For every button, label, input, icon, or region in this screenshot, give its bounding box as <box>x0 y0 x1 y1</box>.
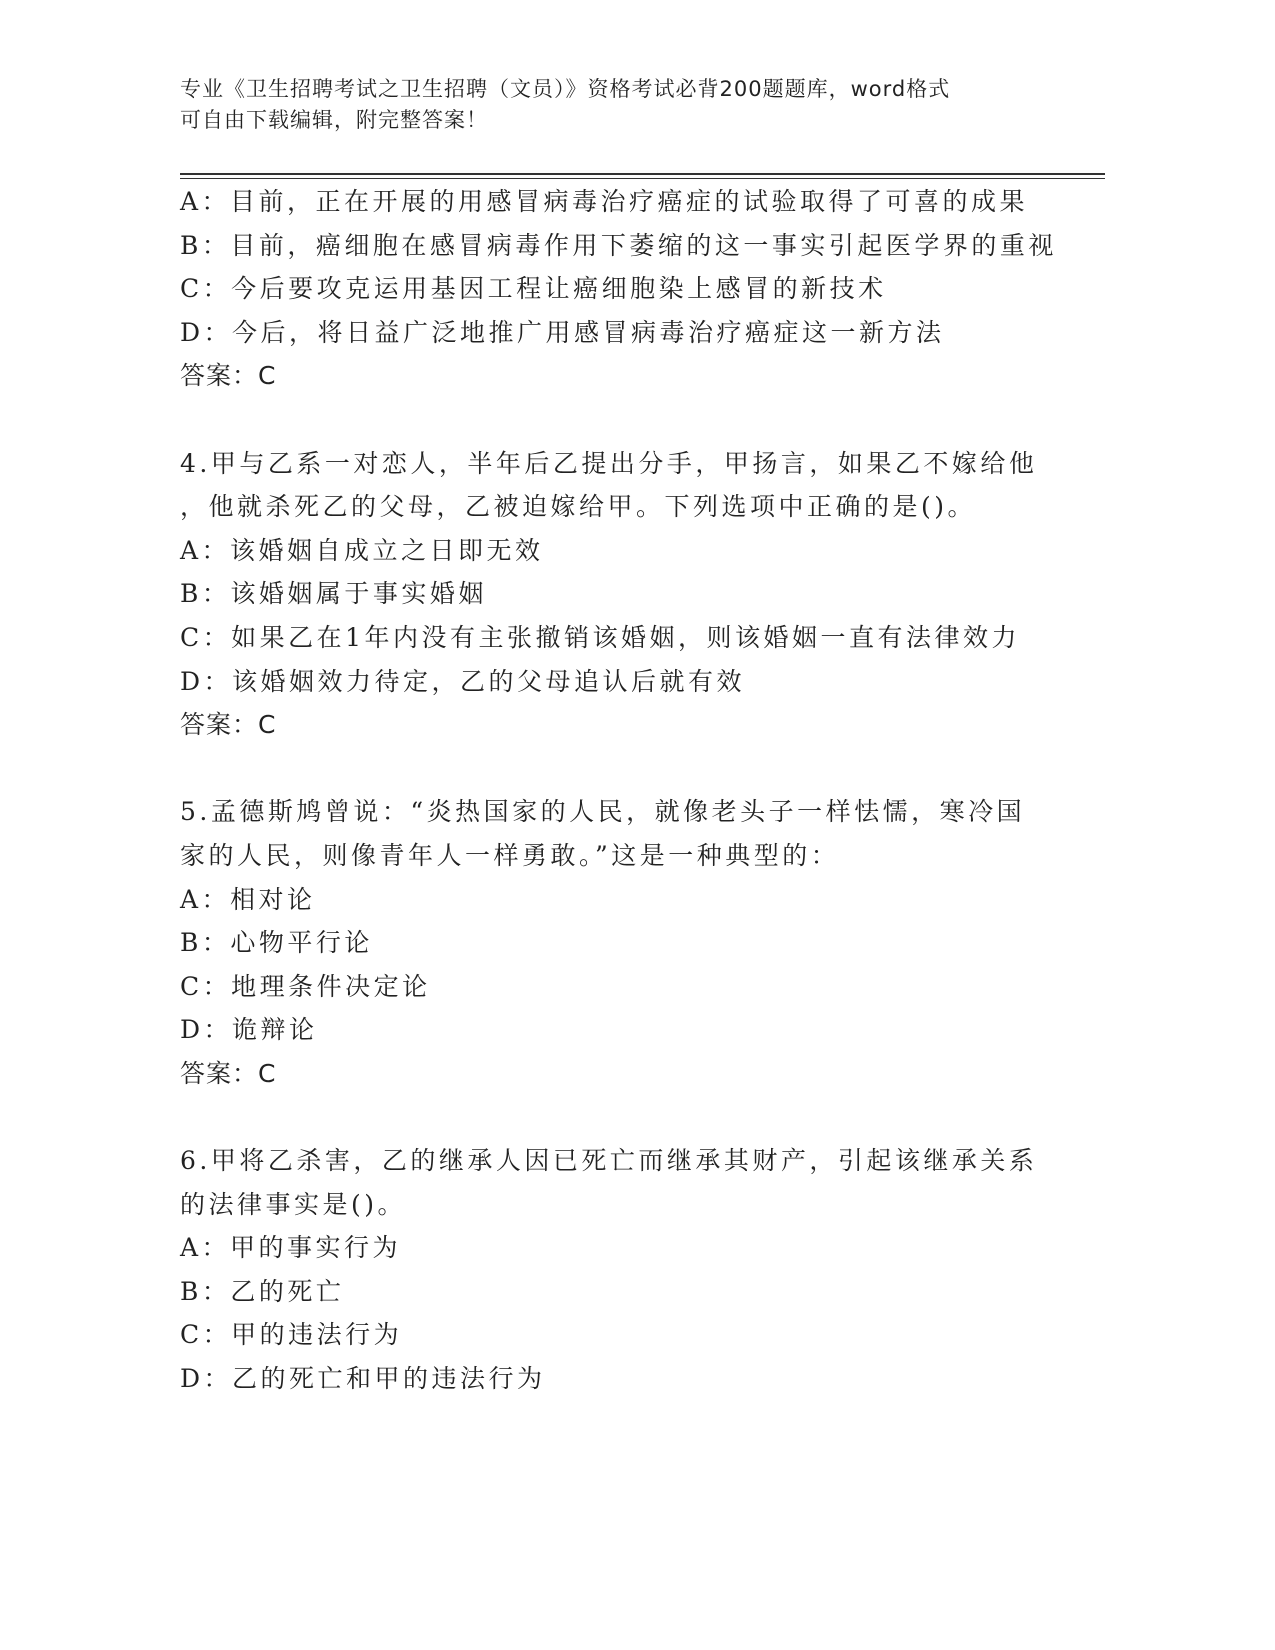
option-d: D：今后，将日益广泛地推广用感冒病毒治疗癌症这一新方法 <box>180 317 945 347</box>
option-b: B：乙的死亡 <box>180 1276 345 1306</box>
header-rule-thick <box>180 173 1105 175</box>
question-4 <box>180 442 1080 747</box>
option-b: B：心物平行论 <box>180 928 373 958</box>
answer-line: 答案：C <box>180 710 277 740</box>
question-5 <box>180 790 1080 1095</box>
header-rule-thin <box>180 178 1105 179</box>
option-c: C：地理条件决定论 <box>180 971 431 1001</box>
question-6 <box>180 1139 1080 1401</box>
header-line-1: 专业《卫生招聘考试之卫生招聘（文员）》资格考试必背200题题库，word格式 <box>180 77 951 101</box>
question-stem-line: 4.甲与乙系一对恋人，半年后乙提出分手，甲扬言，如果乙不嫁给他 <box>180 448 1038 478</box>
option-a: A：该婚姻自成立之日即无效 <box>180 535 544 565</box>
question-stem-line: ，他就杀死乙的父母，乙被迫嫁给甲。下列选项中正确的是()。 <box>180 492 977 522</box>
document-body <box>180 180 1080 1401</box>
option-c: C：甲的违法行为 <box>180 1320 403 1350</box>
question-stem-line: 家的人民，则像青年人一样勇敢。”这是一种典型的： <box>180 840 840 870</box>
question-3-partial <box>180 180 1080 398</box>
question-spacer <box>180 747 1080 791</box>
option-d: D：诡辩论 <box>180 1015 318 1045</box>
question-stem-line: 6.甲将乙杀害，乙的继承人因已死亡而继承其财产，引起该继承关系 <box>180 1146 1038 1176</box>
option-d: D：该婚姻效力待定，乙的父母追认后就有效 <box>180 666 746 696</box>
question-stem-line: 的法律事实是()。 <box>180 1189 407 1219</box>
option-b: B：该婚姻属于事实婚姻 <box>180 579 487 609</box>
option-c: C：今后要攻克运用基因工程让癌细胞染上感冒的新技术 <box>180 274 887 304</box>
document-header <box>180 74 1060 136</box>
option-d: D：乙的死亡和甲的违法行为 <box>180 1364 546 1394</box>
question-spacer <box>180 1095 1080 1139</box>
question-stem-line: 5.孟德斯鸠曾说：“炎热国家的人民，就像老头子一样怯懦，寒冷国 <box>180 797 1026 827</box>
option-a: A：甲的事实行为 <box>180 1233 402 1263</box>
option-c: C：如果乙在1年内没有主张撤销该婚姻，则该婚姻一直有法律效力 <box>180 622 1021 652</box>
answer-line: 答案：C <box>180 1058 277 1088</box>
header-line-2: 可自由下载编辑，附完整答案！ <box>180 108 488 132</box>
option-b: B：目前，癌细胞在感冒病毒作用下萎缩的这一事实引起医学界的重视 <box>180 230 1057 260</box>
question-spacer <box>180 398 1080 442</box>
option-a: A：相对论 <box>180 884 316 914</box>
option-a: A：目前，正在开展的用感冒病毒治疗癌症的试验取得了可喜的成果 <box>180 187 1029 216</box>
answer-line: 答案：C <box>180 361 277 391</box>
